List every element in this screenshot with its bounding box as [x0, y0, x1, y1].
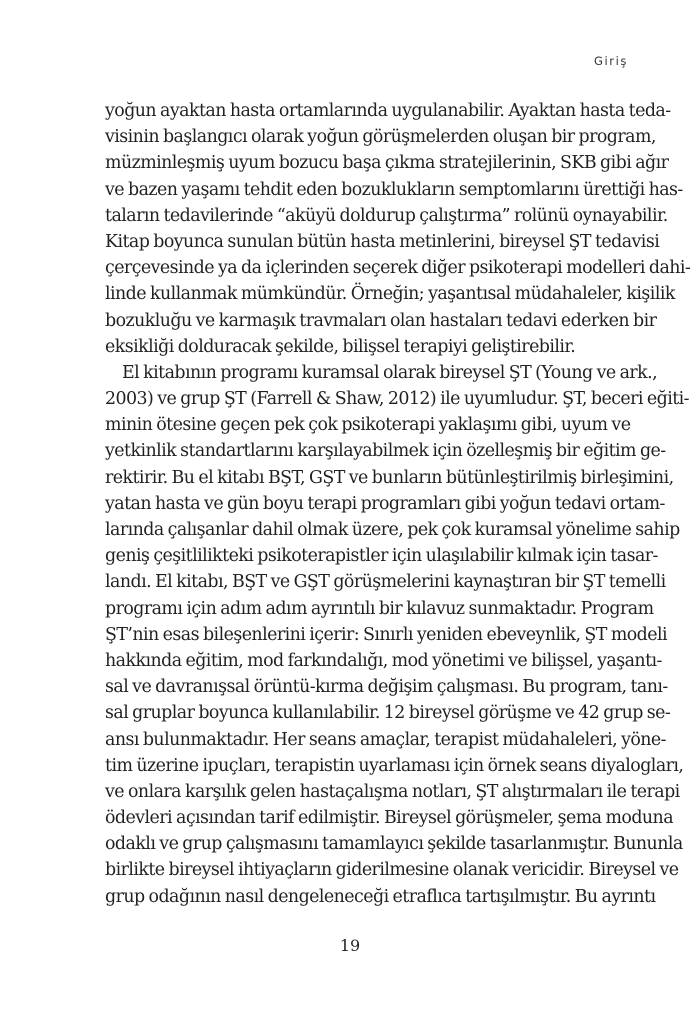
text-line: ansı bulunmaktadır. Her seans amaçlar, terapist müdahaleleri, yöne-: [105, 729, 666, 750]
text-line: tim üzerine ipuçları, terapistin uyarlaması için örnek seans diyalogları,: [105, 755, 684, 776]
text-line: programı için adım adım ayrıntılı bir kılavuz sunmaktadır. Program: [105, 598, 654, 619]
text-line: minin ötesine geçen pek çok psikoterapi yaklaşımı gibi, uyum ve: [105, 415, 631, 436]
text-line: larında çalışanlar dahil olmak üzere, pek çok kuramsal yönelime sahip: [105, 520, 680, 540]
text-line: hakkında eğitim, mod farkındalığı, mod yönetimi ve bilişsel, yaşantı-: [105, 650, 662, 671]
text-line: 2003) ve grup ŞT (Farrell & Shaw, 2012) ile uyumludur. ŞT, beceri eğiti-: [105, 389, 690, 410]
text-line: ŞT’nin esas bileşenlerini içerir: Sınırlı yeniden ebeveynlik, ŞT modeli: [105, 624, 668, 645]
text-line: birlikte bireysel ihtiyaçların giderilmesine olanak vericidir. Bireysel ve: [105, 860, 679, 881]
text-line: Kitap boyunca sunulan bütün hasta metinlerini, bireysel ŞT tedavisi: [105, 231, 660, 252]
text-line: rektirir. Bu el kitabı BŞT, GŞT ve bunların bütünleştirilmiş birleşimini,: [105, 467, 674, 488]
text-line: grup odağının nasıl dengeleneceği etraflıca tartışılmıştır. Bu ayrıntı: [105, 886, 656, 907]
body-text: [105, 98, 691, 910]
text-line: geniş çeşitlilikteki psikoterapistler için ulaşılabilir kılmak için tasar-: [105, 546, 658, 567]
text-line: odaklı ve grup çalışmasını tamamlayıcı şekilde tasarlanmıştır. Bununla: [105, 834, 683, 855]
text-line: yoğun ayaktan hasta ortamlarında uygulanabilir. Ayaktan hasta teda-: [105, 101, 671, 121]
text-line: ödevleri açısından tarif edilmiştir. Bireysel görüşmeler, şema moduna: [105, 808, 674, 829]
text-line: landı. El kitabı, BŞT ve GŞT görüşmelerini kaynaştıran bir ŞT temelli: [105, 572, 666, 593]
text-line: müzminleşmiş uyum bozucu başa çıkma stratejilerinin, SKB gibi ağır: [105, 153, 669, 174]
text-line: sal ve davranışsal örüntü-kırma değişim çalışması. Bu program, tanı-: [105, 677, 668, 698]
text-line: çerçevesinde ya da içlerinden seçerek diğer psikoterapi modelleri dahi-: [105, 258, 691, 279]
text-line: bozukluğu ve karmaşık travmaları olan hastaları tedavi ederken bir: [105, 310, 657, 331]
text-line: yatan hasta ve gün boyu terapi programları gibi yoğun tedavi ortam-: [105, 493, 665, 514]
text-line: ve onlara karşılık gelen hastaçalışma notları, ŞT alıştırmaları ile terapi: [105, 781, 680, 802]
paragraph-start-line: El kitabının programı kuramsal olarak bireysel ŞT (Young ve ark.,: [122, 362, 658, 383]
running-header: Giriş: [593, 54, 628, 68]
page-number: 19: [339, 936, 361, 955]
text-line: visinin başlangıcı olarak yoğun görüşmelerden oluşan bir program,: [105, 127, 656, 148]
text-line: taların tedavilerinde “aküyü doldurup çalıştırma” rolünü oynayabilir.: [105, 205, 668, 226]
text-line: eksikliği dolduracak şekilde, bilişsel terapiyi geliştirebilir.: [105, 336, 576, 357]
text-line: linde kullanmak mümkündür. Örneğin; yaşantısal müdahaleler, kişilik: [105, 284, 675, 305]
text-line: sal gruplar boyunca kullanılabilir. 12 bireysel görüşme ve 42 grup se-: [105, 703, 671, 724]
text-line: ve bazen yaşamı tehdit eden bozuklukların semptomlarını ürettiği has-: [105, 179, 683, 200]
text-line: yetkinlik standartlarını karşılayabilmek için özelleşmiş bir eğitim ge-: [105, 441, 666, 462]
